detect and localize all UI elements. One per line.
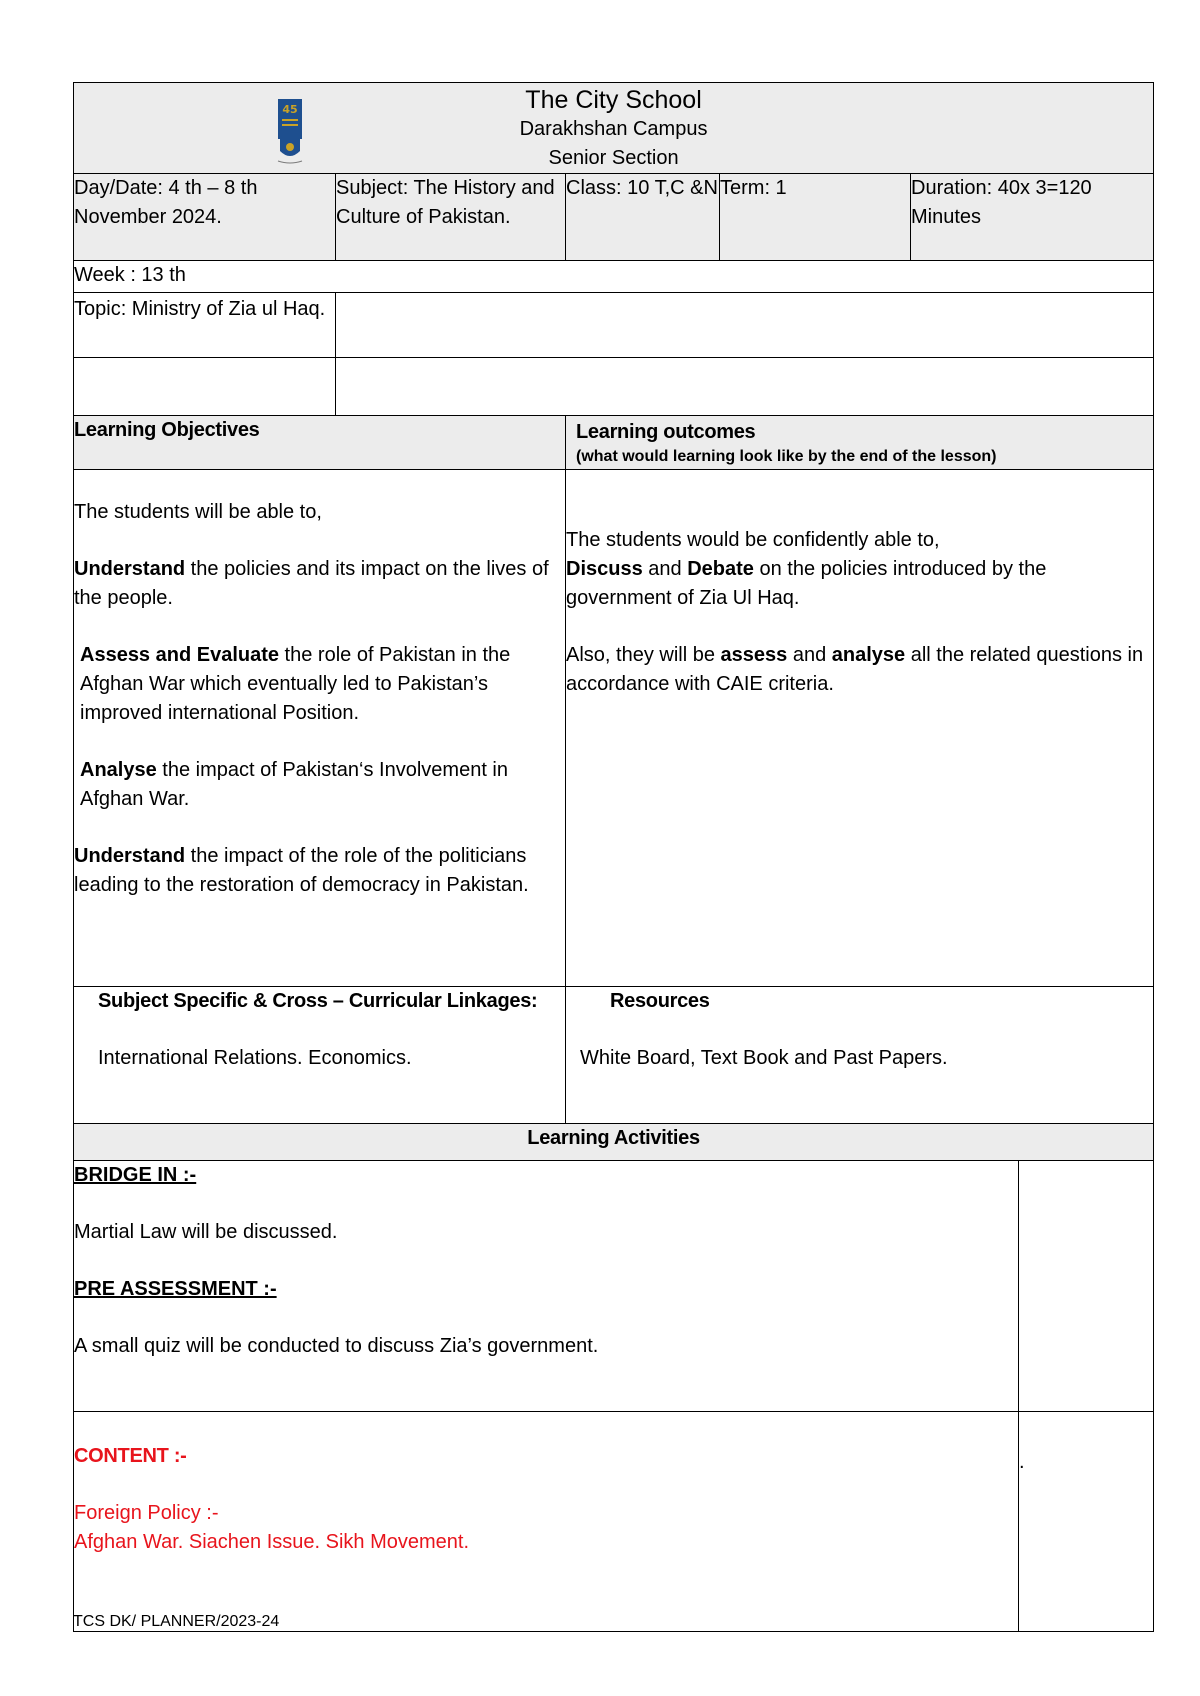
svg-text:45: 45: [282, 103, 298, 116]
outcomes-heading: Learning outcomes: [576, 421, 756, 443]
school-logo: [272, 97, 308, 167]
foreign-policy-text: Afghan War. Siachen Issue. Sikh Movement.: [74, 1531, 470, 1553]
linkages-heading: Subject Specific & Cross – Curricular Linkages:: [98, 990, 538, 1012]
content-cell: [74, 1412, 1019, 1632]
objective-item: Understand the impact of the role of the politicians leading to the restoration of democracy in Pakistan.: [74, 845, 529, 896]
outcome-paragraph-2: Also, they will be assess and analyse all the related questions in accordance with CAIE criteria.: [566, 644, 1144, 695]
week-cell: [74, 261, 1154, 293]
bridge-heading: BRIDGE IN :-: [74, 1164, 197, 1186]
outcomes-body: [566, 470, 1154, 987]
resources-text: White Board, Text Book and Past Papers.: [580, 1047, 948, 1069]
objectives-body: [74, 470, 566, 987]
day-date: Day/Date: 4 th – 8 th November 2024.: [74, 177, 258, 228]
subject-cell: [336, 174, 566, 261]
empty-value-cell: [336, 358, 1154, 416]
content-side-cell: [1019, 1412, 1154, 1632]
duration: Duration: 40x 3=120 Minutes: [911, 177, 1092, 228]
topic-value-cell: [336, 293, 1154, 358]
outcomes-heading-cell: [566, 416, 1154, 470]
campus-name: Darakhshan Campus: [519, 118, 708, 140]
objectives-heading: Learning Objectives: [74, 419, 260, 441]
planner-table: [73, 82, 1154, 1632]
outcomes-intro: The students would be confidently able to,: [566, 529, 940, 551]
objectives-intro: The students will be able to,: [74, 501, 322, 523]
topic-cell: [74, 293, 336, 358]
activities-heading-cell: [74, 1124, 1154, 1161]
pre-assessment-text: A small quiz will be conducted to discuss Zia’s government.: [74, 1335, 599, 1357]
bridge-side-cell: [1019, 1161, 1154, 1412]
bridge-cell: [74, 1161, 1019, 1412]
side-mark: .: [1019, 1451, 1025, 1473]
week: Week : 13 th: [74, 264, 186, 286]
class: Class: 10 T,C &N: [566, 177, 718, 199]
topic: Topic: Ministry of Zia ul Haq.: [74, 298, 326, 320]
resources-heading: Resources: [610, 990, 710, 1012]
outcomes-note: (what would learning look like by the end of the lesson): [576, 448, 997, 465]
objective-item: Understand the policies and its impact on the lives of the people.: [74, 558, 549, 609]
outcome-paragraph-1: Discuss and Debate on the policies introduced by the government of Zia Ul Haq.: [566, 558, 1047, 609]
resources-cell: [566, 987, 1154, 1124]
activities-heading: Learning Activities: [527, 1127, 700, 1149]
linkages-cell: [74, 987, 566, 1124]
pre-assessment-heading: PRE ASSESSMENT :-: [74, 1278, 277, 1300]
foreign-policy-heading: Foreign Policy :-: [74, 1502, 219, 1524]
subject: Subject: The History and Culture of Pakistan.: [336, 177, 555, 228]
section-name: Senior Section: [548, 147, 679, 169]
class-cell: [566, 174, 720, 261]
day-date-cell: [74, 174, 336, 261]
term: Term: 1: [720, 177, 787, 199]
content-heading: CONTENT :-: [74, 1445, 187, 1467]
lesson-planner: [73, 82, 1153, 1632]
objective-item: Assess and Evaluate the role of Pakistan in the Afghan War which eventually led to Pakistan’s improved international Position.: [80, 644, 511, 724]
term-cell: [720, 174, 911, 261]
header-cell: [74, 83, 1154, 174]
objectives-heading-cell: [74, 416, 566, 470]
empty-label-cell: [74, 358, 336, 416]
bridge-text: Martial Law will be discussed.: [74, 1221, 338, 1243]
linkages-text: International Relations. Economics.: [98, 1047, 412, 1069]
duration-cell: [911, 174, 1154, 261]
objective-item: Analyse the impact of Pakistan‘s Involvement in Afghan War.: [80, 759, 508, 810]
footer-code: TCS DK/ PLANNER/2023-24: [73, 1613, 280, 1630]
school-name: The City School: [525, 86, 702, 114]
